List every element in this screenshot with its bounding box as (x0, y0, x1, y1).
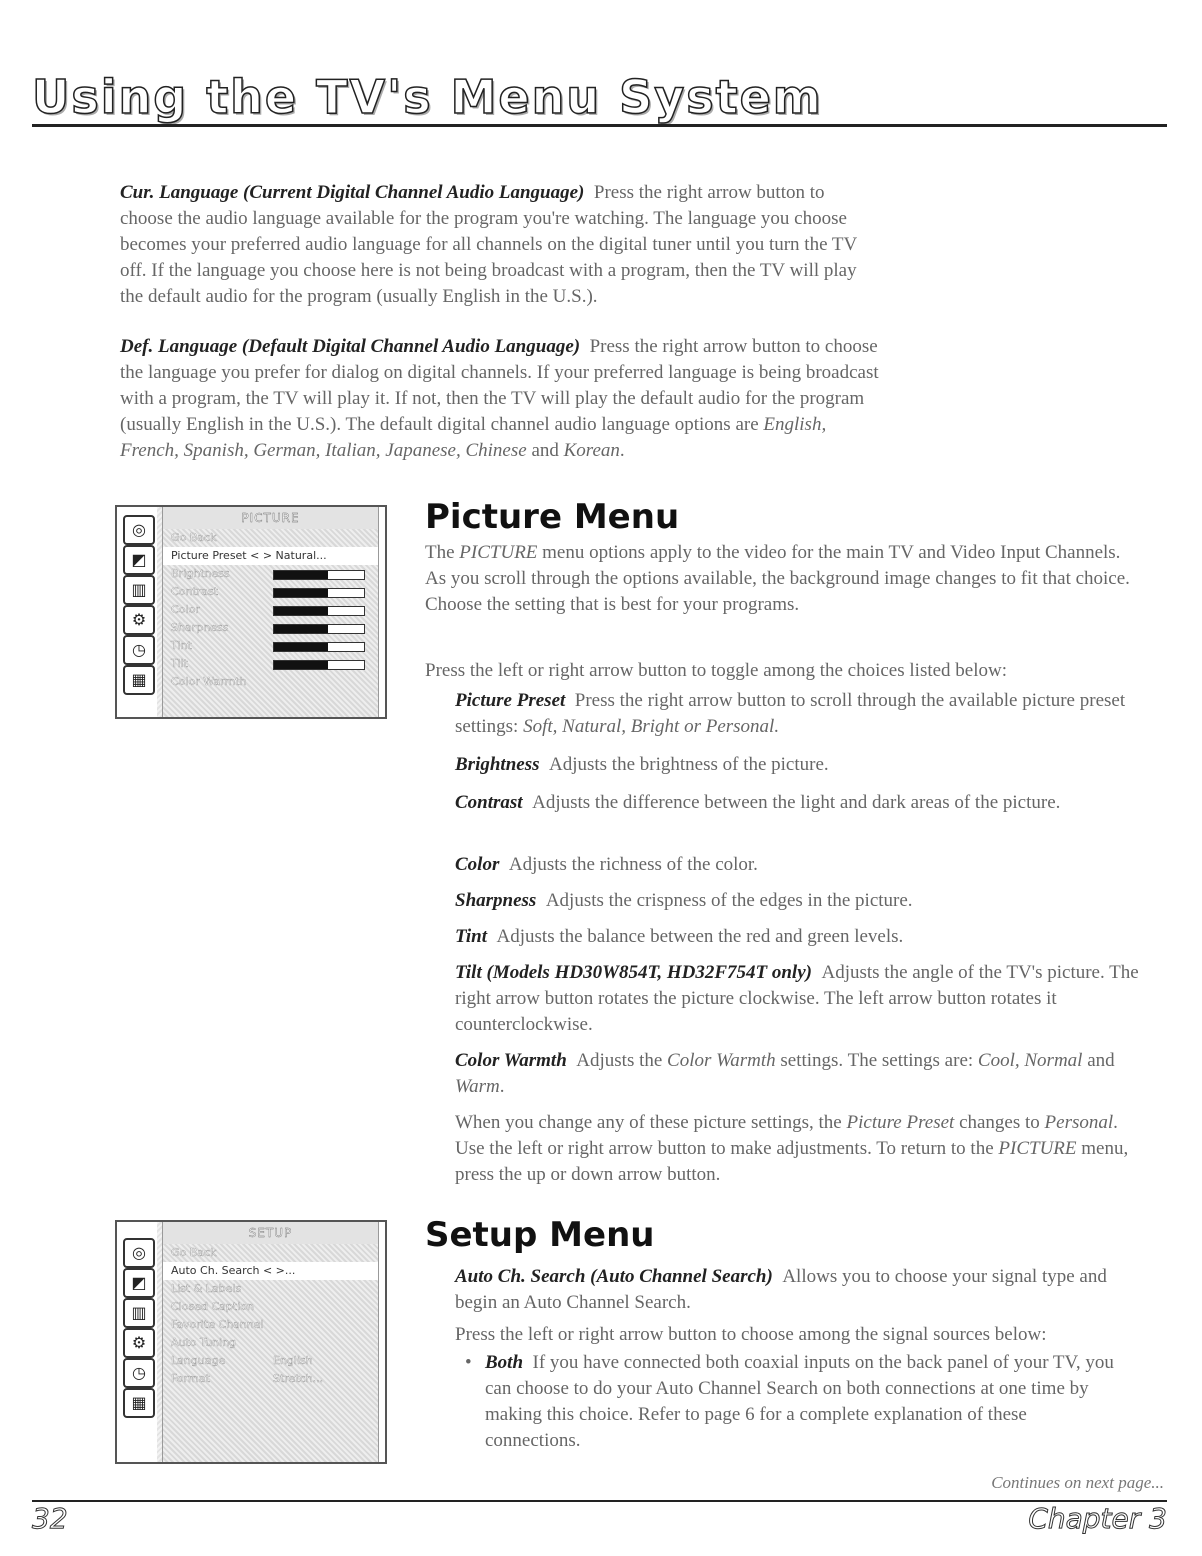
menu-item-picture-preset[interactable]: Picture Preset < > Natural... (163, 547, 378, 565)
bullet-mark: • (465, 1352, 472, 1373)
speaker-icon: ▥ (123, 1298, 155, 1328)
def-language-end: . (619, 440, 625, 461)
menu-item-contrast[interactable]: Contrast (163, 583, 378, 601)
picture-menu-intro: The PICTURE menu options apply to the video for the main TV and Video Input Channels. As you scroll through the options available, the background image changes to fit that choice. Choose the setting that is best for your programs. (425, 542, 1130, 615)
def-language-options: English, French, Spanish, German, Italian, Japanese, Chinese (120, 414, 827, 461)
menu-item-closed-caption[interactable]: Closed Caption (171, 1300, 254, 1313)
def-language-text: Press the right arrow button to choose the language you prefer for dialog on digital channels. If your preferred language is being broadcast with a program, the TV will play it. If not, then the TV will play the default audio for the program (usually English in the U.S.). The default digital channel audio language options are (120, 336, 879, 435)
picture-menu-toggle-text: Press the left or right arrow button to toggle among the choices listed below: (425, 660, 1008, 681)
menu-item-favorite-channel[interactable]: Favorite Channel (171, 1318, 264, 1331)
tilt-slider[interactable] (273, 660, 365, 670)
def-language-term: Def. Language (Default Digital Channel Audio Language) (120, 336, 581, 357)
setup-menu-heading: Setup Menu (425, 1215, 655, 1255)
picture-icon: ◩ (123, 545, 155, 575)
menu-item-list-labels[interactable]: List & Labels (171, 1282, 242, 1295)
def-language-last: Korean (563, 440, 620, 461)
item-color: Color Adjusts the richness of the color. (455, 854, 758, 875)
setup-icon: ⚙ (123, 605, 155, 635)
menu-item-auto-tuning[interactable]: Auto Tuning (171, 1336, 237, 1349)
disc-icon: ◎ (123, 1238, 155, 1268)
speaker-icon: ▥ (123, 575, 155, 605)
def-language-and: and (526, 440, 564, 461)
item-contrast: Contrast Adjusts the difference between the light and dark areas of the picture. (455, 792, 1061, 813)
sharpness-slider[interactable] (273, 624, 365, 634)
menu-item-go-back[interactable]: Go Back (171, 531, 217, 544)
footer-rule (32, 1500, 1167, 1502)
menu-item-auto-ch-search[interactable]: Auto Ch. Search < >... (163, 1262, 378, 1280)
item-tilt: Tilt (Models HD30W854T, HD32F754T only) Adjusts the angle of the TV's picture. The right arrow button rotates the picture clockwise. The left arrow button rotates it counterclockwise. (455, 962, 1139, 1035)
clock-icon: ◷ (123, 1358, 155, 1388)
menu-item-color[interactable]: Color (163, 601, 378, 619)
picture-menu-heading: Picture Menu (425, 497, 680, 537)
menu-item-go-back[interactable]: Go Back (171, 1246, 217, 1259)
color-slider[interactable] (273, 606, 365, 616)
setup-menu-list (162, 1222, 379, 1462)
continues-note: Continues on next page... (991, 1473, 1164, 1492)
menu-icon-column (117, 507, 157, 717)
setup-menu-screenshot (115, 1220, 387, 1464)
clock-icon: ◷ (123, 635, 155, 665)
chapter-label: Chapter 3 (1028, 1502, 1167, 1535)
menu-item-brightness[interactable]: Brightness (163, 565, 378, 583)
menu-item-tilt[interactable]: Tilt (163, 655, 378, 673)
picture-menu-screenshot (115, 505, 387, 719)
brightness-slider[interactable] (273, 570, 365, 580)
menu-icon-column (117, 1222, 157, 1462)
grid-icon: ▦ (123, 1388, 155, 1418)
item-brightness: Brightness Adjusts the brightness of the picture. (455, 754, 829, 775)
menu-item-sharpness[interactable]: Sharpness (163, 619, 378, 637)
cur-language-paragraph (120, 180, 880, 310)
setup-icon: ⚙ (123, 1328, 155, 1358)
picture-menu-title: PICTURE (163, 507, 378, 529)
picture-menu-list (162, 507, 379, 717)
item-color-warmth: Color Warmth Adjusts the Color Warmth settings. The settings are: Cool, Normal and Warm. (455, 1050, 1115, 1097)
cur-language-term: Cur. Language (Current Digital Channel Audio Language) (120, 182, 585, 203)
page-title: Using the TV's Menu System (32, 70, 823, 124)
disc-icon: ◎ (123, 515, 155, 545)
item-picture-preset: Picture Preset Press the right arrow button to scroll through the available picture preset settings: Soft, Natural, Bright or Personal. (455, 690, 1126, 737)
item-tint: Tint Adjusts the balance between the red and green levels. (455, 926, 904, 947)
item-auto-ch-search: Auto Ch. Search (Auto Channel Search) Allows you to choose your signal type and begin an Auto Channel Search. (455, 1266, 1107, 1313)
menu-item-tint[interactable]: Tint (163, 637, 378, 655)
grid-icon: ▦ (123, 665, 155, 695)
picture-menu-closing: When you change any of these picture settings, the Picture Preset changes to Personal. Use the left or right arrow button to make adjustments. To return to the PICTURE menu, press the up or down arrow button. (455, 1112, 1129, 1185)
picture-icon: ◩ (123, 1268, 155, 1298)
item-both: Both If you have connected both coaxial inputs on the back panel of your TV, you can choose to do your Auto Channel Search on both connections at one time by making this choice. Refer to page 6 for a complete explanation of these connections. (485, 1352, 1114, 1451)
setup-menu-title: SETUP (163, 1222, 378, 1244)
def-language-paragraph (120, 334, 880, 464)
cur-language-text: Press the right arrow button to choose the audio language available for the program you're watching. The language you choose becomes your preferred audio language for all channels on the digital tuner until you turn the TV off. If the language you choose here is not being broadcast with a program, then the TV will play the default audio for the program (usually English in the U.S.). (120, 182, 857, 307)
menu-item-format[interactable]: Format Stretch... (171, 1372, 324, 1385)
page-number: 32 (32, 1502, 68, 1535)
header-rule (32, 124, 1167, 127)
item-sharpness: Sharpness Adjusts the crispness of the edges in the picture. (455, 890, 913, 911)
tint-slider[interactable] (273, 642, 365, 652)
setup-press-text: Press the left or right arrow button to choose among the signal sources below: (455, 1324, 1047, 1345)
menu-item-color-warmth[interactable]: Color Warmth (171, 675, 247, 688)
contrast-slider[interactable] (273, 588, 365, 598)
menu-item-language[interactable]: Language English (171, 1354, 313, 1367)
